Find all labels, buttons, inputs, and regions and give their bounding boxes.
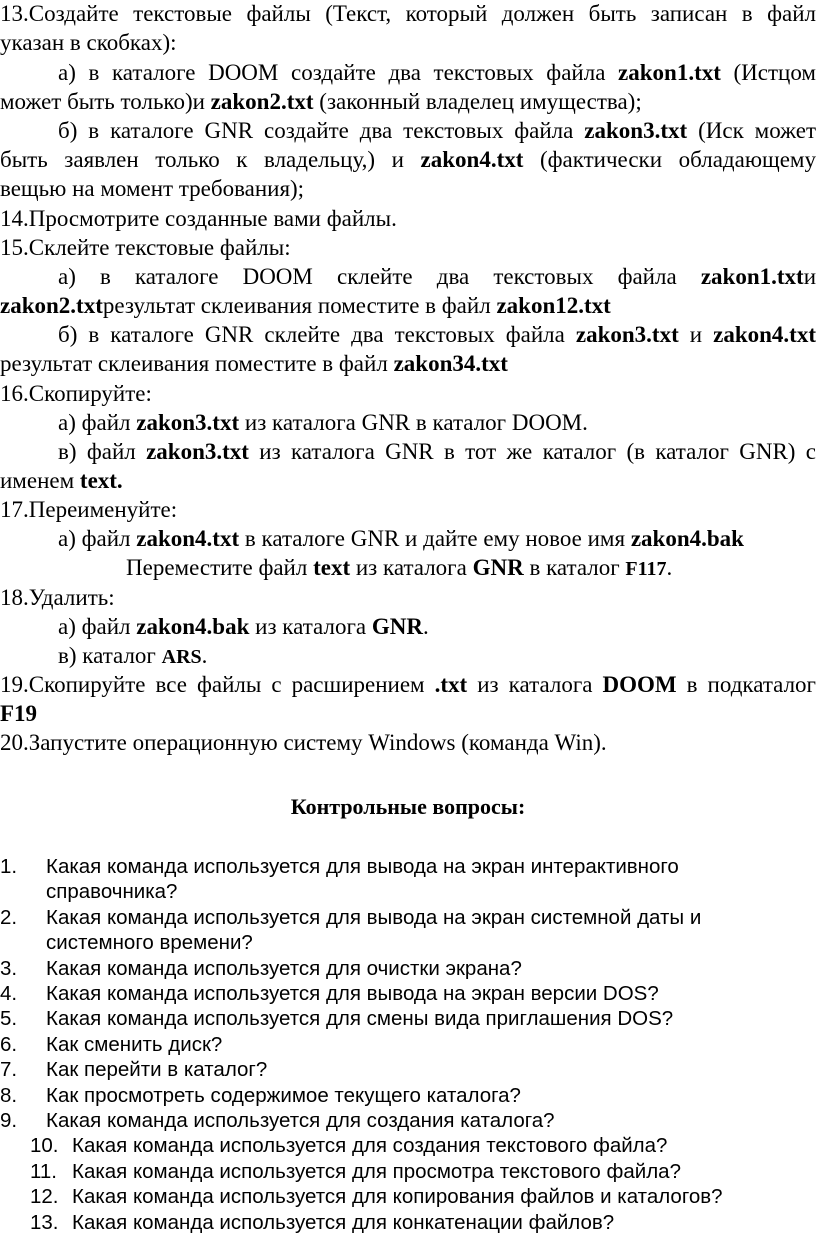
task-16b-line-1: [58, 438, 816, 466]
filename: zakon1.txt: [700, 264, 804, 289]
task-17a: [58, 525, 816, 553]
text: в) файл: [58, 439, 147, 464]
text: 20.Запустите операционную систему Windows (команда Win).: [0, 730, 607, 755]
text: и: [678, 322, 714, 347]
question-number: 3.: [0, 956, 18, 980]
text: 13.Создайте текстовые файлы (Текст, который должен быть записан в файл: [0, 1, 816, 26]
text: б) в каталоге GNR склейте два текстовых файла: [58, 322, 576, 347]
question-text: справочника?: [46, 880, 178, 904]
question-text: Какая команда используется для просмотра текстового файла?: [72, 1159, 681, 1183]
extension: .txt: [434, 672, 468, 697]
text: (Иск может: [687, 118, 816, 143]
text: быть заявлен только к владельцу,) и: [0, 147, 421, 172]
task-13-line-1: [0, 0, 816, 28]
filename: text: [313, 555, 351, 580]
text: указан в скобках):: [0, 30, 177, 55]
task-20: [0, 729, 816, 757]
question-number: 5.: [0, 1007, 18, 1031]
question-text: Какая команда используется для создания каталога?: [46, 1109, 555, 1132]
question-number: 1.: [0, 855, 18, 878]
text: 17.Переименуйте:: [0, 497, 178, 522]
text: вещью на момент требования);: [0, 176, 305, 201]
filename: zakon3.txt: [136, 410, 240, 435]
filename: zakon34.txt: [393, 351, 508, 376]
task-16b-line-2: [0, 467, 816, 495]
text: .: [666, 555, 673, 580]
directory-name: GNR: [472, 555, 524, 580]
filename: zakon4.txt: [420, 147, 524, 172]
filename: zakon12.txt: [496, 293, 611, 318]
text: 18.Удалить:: [0, 585, 115, 610]
question-number: 9.: [0, 1109, 18, 1132]
question-text: Какая команда используется для копирования файлов и каталогов?: [72, 1185, 723, 1209]
filename: zakon1.txt: [618, 60, 721, 85]
text: из каталога: [350, 555, 473, 580]
text: может быть только)и: [0, 89, 211, 114]
task-13a-line-1: [58, 59, 816, 87]
filename: zakon4.txt: [136, 526, 240, 551]
question-text: Какая команда используется для вывода на экран версии DOS?: [46, 982, 659, 1005]
question-text: Какая команда используется для очистки экрана?: [46, 956, 522, 980]
question-number: 7.: [0, 1058, 18, 1082]
task-16: [0, 380, 816, 408]
directory-name: GNR: [371, 614, 423, 639]
question-text: Какая команда используется для вывода на экран системной даты и: [46, 905, 702, 929]
task-15a-line-1: [58, 263, 816, 291]
task-18a: [58, 613, 816, 641]
text: (законный владелец имущества);: [313, 89, 642, 114]
text: из каталога GNR в тот же каталог (в каталог GNR) с: [248, 439, 816, 464]
text: .: [201, 643, 208, 668]
filename: zakon4.bak: [136, 614, 250, 639]
task-15: [0, 234, 816, 262]
question-text: Как сменить диск?: [46, 1032, 223, 1056]
task-18b: [58, 642, 816, 671]
question-text: Какая команда используется для конкатенации файлов?: [72, 1210, 615, 1234]
text: а) в каталоге DOOM склейте два текстовых файла: [58, 264, 701, 289]
question-number: 12.: [30, 1185, 59, 1209]
text: 14.Просмотрите созданные вами файлы.: [0, 206, 397, 231]
text: (Истцом: [720, 60, 816, 85]
task-13b-line-3: [0, 175, 816, 203]
text: из каталога: [249, 614, 372, 639]
directory-name: ARS: [161, 646, 202, 668]
task-15b-line-1: [58, 321, 816, 349]
task-18: [0, 584, 816, 612]
filename: text.: [79, 468, 123, 493]
text: именем: [0, 468, 80, 493]
text: 16.Скопируйте:: [0, 381, 152, 406]
filename: zakon3.txt: [584, 118, 688, 143]
text: 15.Склейте текстовые файлы:: [0, 235, 291, 260]
text: а) файл: [58, 526, 137, 551]
text: а) файл: [58, 614, 137, 639]
question-number: 4.: [0, 982, 18, 1005]
task-13b-line-2: [0, 146, 816, 174]
text: .: [422, 614, 429, 639]
task-17-move: [126, 554, 816, 583]
text: в каталоге GNR и дайте ему новое имя: [239, 526, 631, 551]
filename: zakon2.txt: [210, 89, 314, 114]
question-text: Какая команда используется для смены вида приглашения DOS?: [46, 1007, 674, 1031]
task-15a-line-2: [0, 292, 816, 320]
question-text: Какая команда используется для создания текстового файла?: [72, 1134, 668, 1158]
filename: zakon3.txt: [575, 322, 679, 347]
filename: zakon4.txt: [713, 322, 816, 347]
task-13b-line-1: [58, 117, 816, 145]
question-number: 2.: [0, 905, 18, 929]
task-19-line-2: [0, 700, 816, 728]
question-number: 6.: [0, 1032, 18, 1056]
text: 19.Скопируйте все файлы с расширением: [0, 672, 435, 697]
text: и: [803, 264, 816, 289]
directory-name: F117: [625, 558, 667, 580]
text: в) каталог: [58, 643, 162, 668]
task-19-line-1: [0, 671, 816, 699]
task-14: [0, 205, 816, 233]
text: Переместите файл: [126, 555, 314, 580]
task-13-line-2: [0, 29, 816, 57]
question-text: Как просмотреть содержимое текущего каталога?: [46, 1083, 521, 1107]
text: а) в каталоге DOOM создайте два текстовых файла: [58, 60, 619, 85]
question-number: 10.: [30, 1134, 59, 1158]
directory-name: F19: [0, 701, 38, 726]
text: в каталог: [523, 555, 626, 580]
filename: zakon4.bak: [630, 526, 744, 551]
text: в подкаталог: [676, 672, 816, 697]
question-text: Какая команда используется для вывода на экран интерактивного: [46, 855, 679, 878]
directory-name: DOOM: [602, 672, 677, 697]
filename: zakon3.txt: [146, 439, 249, 464]
text: из каталога GNR в каталог DOOM.: [239, 410, 588, 435]
question-text: Как перейти в каталог?: [46, 1058, 268, 1082]
question-text: системного времени?: [46, 931, 253, 955]
filename: zakon2.txt: [0, 293, 103, 318]
task-15b-line-2: [0, 350, 816, 378]
task-13a-line-2: [0, 88, 816, 116]
question-number: 11.: [30, 1159, 57, 1183]
task-17: [0, 496, 816, 524]
questions-heading: Контрольные вопросы:: [290, 794, 526, 819]
task-16a: [58, 409, 816, 437]
text: (фактически обладающему: [523, 147, 816, 172]
question-number: 13.: [30, 1210, 59, 1234]
text: результат склеивания поместите в файл: [102, 293, 497, 318]
text: из каталога: [467, 672, 603, 697]
text: а) файл: [58, 410, 137, 435]
text: результат склеивания поместите в файл: [0, 351, 394, 376]
question-number: 8.: [0, 1083, 18, 1107]
text: б) в каталоге GNR создайте два текстовых файла: [58, 118, 585, 143]
